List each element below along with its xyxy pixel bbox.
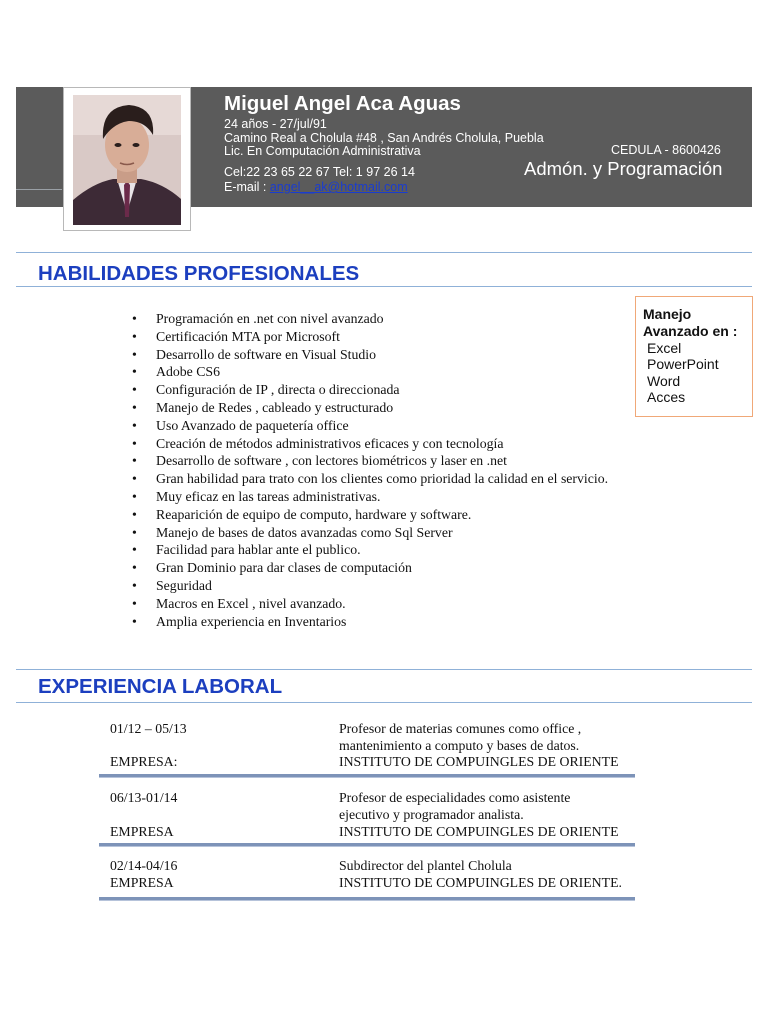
list-item: • Facilidad para hablar ante el publico. (110, 541, 640, 559)
list-item: • Reaparición de equipo de computo, hardware y software. (110, 506, 640, 524)
list-item: • Manejo de Redes , cableado y estructurado (110, 399, 640, 417)
list-item: • Creación de métodos administrativos eficaces y con tecnología (110, 435, 640, 453)
job-description: Subdirector del plantel Cholula (339, 858, 512, 873)
job-company-label: EMPRESA (110, 875, 174, 890)
software-skill: Word (647, 373, 681, 389)
section-divider-top (16, 669, 752, 670)
job-description: Profesor de especialidades como asistente (339, 790, 571, 805)
list-item: • Desarrollo de software en Visual Studio (110, 346, 640, 364)
profile-photo (73, 95, 181, 225)
address: Camino Real a Cholula #48 , San Andrés Cholula, Puebla (224, 131, 544, 145)
skills-heading: HABILIDADES PROFESIONALES (38, 262, 360, 285)
section-divider-bottom (16, 702, 752, 703)
job-dates: 01/12 – 05/13 (110, 721, 187, 736)
experience-heading: EXPERIENCIA LABORAL (38, 675, 283, 698)
degree: Lic. En Computación Administrativa (224, 144, 421, 158)
list-item: • Gran Dominio para dar clases de computación (110, 559, 640, 577)
job-company: INSTITUTO DE COMPUINGLES DE ORIENTE (339, 824, 619, 839)
list-item: • Adobe CS6 (110, 363, 640, 381)
job-dates: 06/13-01/14 (110, 790, 178, 805)
job-company: INSTITUTO DE COMPUINGLES DE ORIENTE (339, 754, 619, 769)
list-item: • Programación en .net con nivel avanzado (110, 310, 640, 328)
age-birthdate: 24 años - 27/jul/91 (224, 117, 327, 131)
list-item: • Amplia experiencia en Inventarios (110, 613, 640, 631)
list-item: • Muy eficaz en las tareas administrativas. (110, 488, 640, 506)
software-skill: PowerPoint (647, 356, 719, 372)
list-item: • Macros en Excel , nivel avanzado. (110, 595, 640, 613)
list-item: • Gran habilidad para trato con los clientes como prioridad la calidad en el servicio. (110, 470, 640, 488)
list-item: • Configuración de IP , directa o direccionada (110, 381, 640, 399)
list-item: • Uso Avanzado de paquetería office (110, 417, 640, 435)
row-divider (99, 774, 635, 778)
cedula: CEDULA - 8600426 (611, 143, 721, 157)
job-description: ejecutivo y programador analista. (339, 807, 524, 822)
job-description: mantenimiento a computo y bases de datos. (339, 738, 580, 753)
header-divider (16, 189, 62, 190)
candidate-name: Miguel Angel Aca Aguas (224, 92, 461, 115)
list-item: • Manejo de bases de datos avanzadas como Sql Server (110, 524, 640, 542)
row-divider (99, 897, 635, 901)
software-skill: Acces (647, 389, 686, 405)
job-company: INSTITUTO DE COMPUINGLES DE ORIENTE. (339, 875, 622, 890)
job-dates: 02/14-04/16 (110, 858, 178, 873)
email-row (224, 180, 408, 194)
list-item: • Seguridad (110, 577, 640, 595)
skills-list (110, 310, 640, 630)
professional-role: Admón. y Programación (524, 158, 723, 179)
phone-numbers: Cel:22 23 65 22 67 Tel: 1 97 26 14 (224, 165, 415, 179)
list-item: • Certificación MTA por Microsoft (110, 328, 640, 346)
software-skills-box (635, 296, 753, 417)
job-company-label: EMPRESA (110, 824, 174, 839)
section-divider-bottom (16, 286, 752, 287)
software-skill: Excel (647, 340, 682, 356)
email-label: E-mail : (224, 180, 270, 194)
profile-photo-frame (63, 87, 191, 231)
software-skills-title: Manejo Avanzado en : (643, 306, 738, 339)
list-item: • Desarrollo de software , con lectores biométricos y laser en .net (110, 452, 640, 470)
email-link[interactable]: angel__ak@hotmail.com (269, 180, 408, 194)
job-description: Profesor de materias comunes como office , (339, 721, 582, 736)
section-divider-top (16, 252, 752, 253)
row-divider (99, 843, 635, 847)
job-company-label: EMPRESA: (110, 754, 178, 769)
